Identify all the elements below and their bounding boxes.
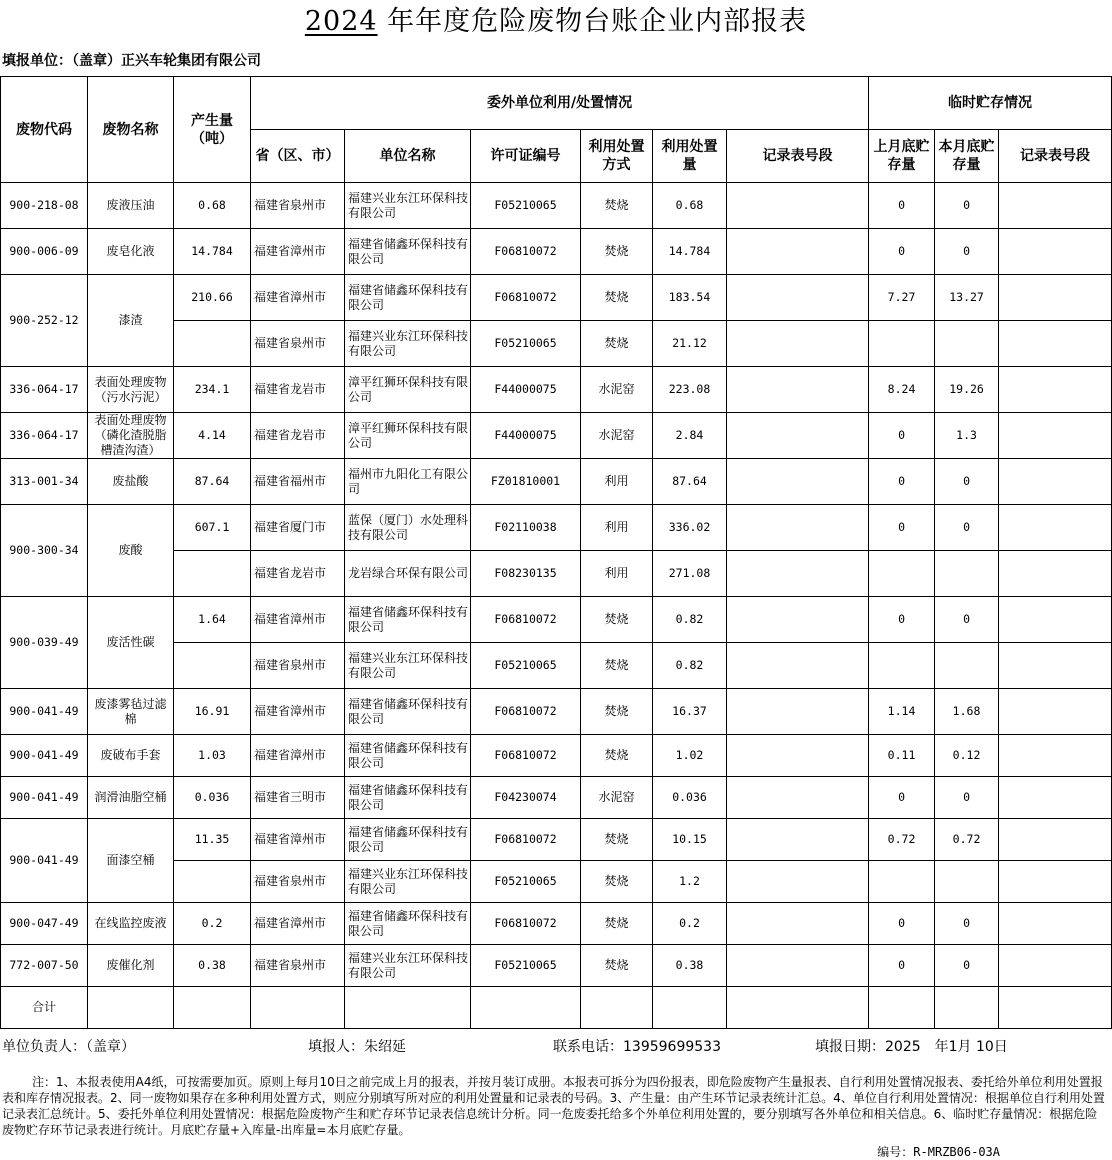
province-cell: 福建省龙岩市 [251,367,345,413]
record-cell [727,229,869,275]
footer-date: 填报日期：2025 年1月 10日 [815,1039,1008,1055]
method-cell: 焚烧 [581,275,653,321]
disposed-cell: 183.54 [653,275,727,321]
method-cell: 焚烧 [581,903,653,945]
storage-record-cell [999,643,1112,689]
filler-unit: 填报单位：（盖章）正兴车轮集团有限公司 [2,53,261,69]
record-cell [727,903,869,945]
record-cell [727,945,869,987]
license-cell: F06810072 [471,689,581,735]
unit-name-cell: 漳平红狮环保科技有限公司 [345,367,471,413]
waste-code-cell: 900-252-12 [1,275,88,367]
license-cell: F05210065 [471,643,581,689]
waste-code-cell: 900-047-49 [1,903,88,945]
waste-name-cell: 面漆空桶 [88,819,174,903]
this-month-storage-cell [935,321,999,367]
last-month-storage-cell: 0 [869,183,935,229]
last-month-storage-cell: 0 [869,229,935,275]
method-cell: 焚烧 [581,229,653,275]
unit-name-cell: 福建省储鑫环保科技有限公司 [345,275,471,321]
disposed-cell: 336.02 [653,505,727,551]
storage-record-cell [999,551,1112,597]
province-cell: 福建省三明市 [251,777,345,819]
method-cell: 焚烧 [581,861,653,903]
license-cell: F06810072 [471,275,581,321]
header-name: 废物名称 [88,77,174,183]
this-month-storage-cell: 0 [935,505,999,551]
amount-cell: 0.38 [174,945,251,987]
waste-code-cell: 900-041-49 [1,819,88,903]
header-this-month: 本月底贮存量 [935,130,999,183]
province-cell: 福建省龙岩市 [251,551,345,597]
record-cell [727,321,869,367]
last-month-storage-cell [869,643,935,689]
record-cell [727,551,869,597]
disposed-cell: 1.2 [653,861,727,903]
table-row [1,903,1112,945]
license-cell: F06810072 [471,819,581,861]
storage-record-cell [999,689,1112,735]
last-month-storage-cell: 0.72 [869,819,935,861]
disposed-cell: 0.68 [653,183,727,229]
last-month-storage-cell: 0 [869,945,935,987]
amount-cell: 210.66 [174,275,251,321]
table-row [1,777,1112,819]
storage-record-cell [999,183,1112,229]
disposed-cell: 10.15 [653,819,727,861]
last-month-storage-cell: 0 [869,459,935,505]
storage-record-cell [999,275,1112,321]
waste-name-cell: 废盐酸 [88,459,174,505]
last-month-storage-cell [869,551,935,597]
last-month-storage-cell [869,321,935,367]
method-cell: 焚烧 [581,321,653,367]
waste-name-cell: 废活性碳 [88,597,174,689]
unit-name-cell: 福建兴业东江环保科技有限公司 [345,643,471,689]
amount-cell: 1.64 [174,597,251,643]
header-disposed: 利用处置量 [653,130,727,183]
table-row [1,367,1112,413]
this-month-storage-cell: 0.12 [935,735,999,777]
record-cell [727,689,869,735]
province-cell: 福建省福州市 [251,459,345,505]
waste-name-cell: 废漆雾毡过滤棉 [88,689,174,735]
amount-cell: 607.1 [174,505,251,551]
this-month-storage-cell: 1.3 [935,413,999,459]
disposed-cell: 87.64 [653,459,727,505]
unit-name-cell: 福建省储鑫环保科技有限公司 [345,597,471,643]
storage-record-cell [999,229,1112,275]
storage-record-cell [999,459,1112,505]
unit-name-cell: 福州市九阳化工有限公司 [345,459,471,505]
waste-code-cell: 313-001-34 [1,459,88,505]
record-cell [727,777,869,819]
disposed-cell: 0.82 [653,643,727,689]
storage-record-cell [999,505,1112,551]
waste-code-cell: 900-041-49 [1,777,88,819]
province-cell: 福建省龙岩市 [251,413,345,459]
title-year: 2024 [304,6,378,37]
disposed-cell: 0.82 [653,597,727,643]
waste-code-cell: 900-006-09 [1,229,88,275]
method-cell: 焚烧 [581,735,653,777]
unit-name-cell: 福建兴业东江环保科技有限公司 [345,861,471,903]
total-cell [653,987,727,1029]
province-cell: 福建省泉州市 [251,183,345,229]
method-cell: 焚烧 [581,643,653,689]
disposed-cell: 16.37 [653,689,727,735]
unit-name-cell: 福建省储鑫环保科技有限公司 [345,903,471,945]
province-cell: 福建省漳州市 [251,597,345,643]
province-cell: 福建省漳州市 [251,689,345,735]
province-cell: 福建省泉州市 [251,861,345,903]
province-cell: 福建省泉州市 [251,321,345,367]
license-cell: FZ01810001 [471,459,581,505]
unit-name-cell: 漳平红狮环保科技有限公司 [345,413,471,459]
signature-footer [0,1036,1112,1058]
header-storage-group: 临时贮存情况 [869,77,1112,130]
license-cell: F05210065 [471,183,581,229]
header-outsource-group: 委外单位利用/处置情况 [251,77,869,130]
amount-cell: 87.64 [174,459,251,505]
unit-name-cell: 福建省储鑫环保科技有限公司 [345,777,471,819]
this-month-storage-cell: 13.27 [935,275,999,321]
total-label: 合计 [1,987,88,1029]
disposed-cell: 0.036 [653,777,727,819]
this-month-storage-cell [935,643,999,689]
last-month-storage-cell: 0 [869,505,935,551]
storage-record-cell [999,597,1112,643]
waste-code-cell: 900-041-49 [1,689,88,735]
record-cell [727,735,869,777]
amount-cell: 234.1 [174,367,251,413]
waste-code-cell: 900-300-34 [1,505,88,597]
method-cell: 水泥窑 [581,777,653,819]
unit-name-cell: 福建省储鑫环保科技有限公司 [345,735,471,777]
waste-name-cell: 废皂化液 [88,229,174,275]
header-record: 记录表号段 [727,130,869,183]
this-month-storage-cell: 0 [935,183,999,229]
footer-responsible: 单位负责人：（盖章） [2,1039,135,1055]
total-cell [88,987,174,1029]
header-unit: 单位名称 [345,130,471,183]
header-amount: 产生量（吨） [174,77,251,183]
total-cell [935,987,999,1029]
license-cell: F44000075 [471,413,581,459]
province-cell: 福建省漳州市 [251,903,345,945]
this-month-storage-cell: 0 [935,597,999,643]
header-province: 省（区、市） [251,130,345,183]
last-month-storage-cell: 0 [869,413,935,459]
method-cell: 焚烧 [581,597,653,643]
table-row [1,689,1112,735]
method-cell: 焚烧 [581,183,653,229]
record-cell [727,183,869,229]
unit-name-cell: 福建兴业东江环保科技有限公司 [345,321,471,367]
storage-record-cell [999,861,1112,903]
license-cell: F05210065 [471,861,581,903]
this-month-storage-cell: 19.26 [935,367,999,413]
record-cell [727,861,869,903]
storage-record-cell [999,903,1112,945]
amount-cell [174,321,251,367]
this-month-storage-cell: 0 [935,777,999,819]
total-row [1,987,1112,1029]
amount-cell [174,643,251,689]
header-method: 利用处置方式 [581,130,653,183]
notes: 注：1、本报表使用A4纸，可按需要加页。原则上每月10日之前完成上月的报表，并按月装订成册。本报表可拆分为四份报表，即危险废物产生量报表、自行利用处置情况报表、委托给外单位利用处置报表和库存情况报表。2、同一废物如果存在多种利用处置方式，则应分别填写所对应的利用处置量和记录表的号码。3、产生量：由产生环节记录表统计汇总。4、单位自行利用处置情况：根据单位自行利用处置记录表汇总统计。5、委托外单位利用处置情况：根据危险废物产生和贮存环节记录表信息统计分析。同一危废委托给多个外单位利用处置的，要分别填写各外单位和相关信息。6、临时贮存量情况：根据危险废物贮存环节记录表进行统计。月底贮存量+入库量-出库量=本月底贮存量。 [2,1075,1105,1137]
this-month-storage-cell: 0 [935,903,999,945]
amount-cell: 4.14 [174,413,251,459]
total-cell [345,987,471,1029]
unit-name-cell: 福建省储鑫环保科技有限公司 [345,689,471,735]
record-cell [727,597,869,643]
this-month-storage-cell: 0 [935,229,999,275]
record-cell [727,643,869,689]
province-cell: 福建省漳州市 [251,819,345,861]
last-month-storage-cell: 7.27 [869,275,935,321]
total-cell [999,987,1112,1029]
unit-name-cell: 蓝保（厦门）水处理科技有限公司 [345,505,471,551]
province-cell: 福建省厦门市 [251,505,345,551]
footer-filler: 填报人：朱绍延 [308,1039,406,1055]
method-cell: 利用 [581,505,653,551]
total-cell [251,987,345,1029]
amount-cell: 16.91 [174,689,251,735]
this-month-storage-cell [935,551,999,597]
waste-code-cell: 772-007-50 [1,945,88,987]
table-row [1,183,1112,229]
disposed-cell: 271.08 [653,551,727,597]
method-cell: 水泥窑 [581,413,653,459]
total-cell [174,987,251,1029]
disposed-cell: 14.784 [653,229,727,275]
disposed-cell: 0.2 [653,903,727,945]
waste-code-cell: 900-039-49 [1,597,88,689]
license-cell: F06810072 [471,735,581,777]
amount-cell: 14.784 [174,229,251,275]
disposed-cell: 1.02 [653,735,727,777]
table-row [1,819,1112,861]
last-month-storage-cell [869,861,935,903]
license-cell: F05210065 [471,321,581,367]
storage-record-cell [999,777,1112,819]
disposed-cell: 223.08 [653,367,727,413]
province-cell: 福建省漳州市 [251,735,345,777]
last-month-storage-cell: 0 [869,903,935,945]
unit-name-cell: 福建兴业东江环保科技有限公司 [345,183,471,229]
this-month-storage-cell: 0 [935,945,999,987]
unit-name-cell: 福建兴业东江环保科技有限公司 [345,945,471,987]
province-cell: 福建省漳州市 [251,229,345,275]
method-cell: 焚烧 [581,819,653,861]
table-row [1,945,1112,987]
this-month-storage-cell: 0.72 [935,819,999,861]
waste-name-cell: 漆渣 [88,275,174,367]
amount-cell: 0.036 [174,777,251,819]
table-row [1,597,1112,643]
total-cell [869,987,935,1029]
method-cell: 利用 [581,459,653,505]
storage-record-cell [999,735,1112,777]
disposed-cell: 2.84 [653,413,727,459]
unit-name-cell: 福建省储鑫环保科技有限公司 [345,819,471,861]
amount-cell: 1.03 [174,735,251,777]
footer-phone: 联系电话：13959699533 [553,1039,721,1055]
this-month-storage-cell: 1.68 [935,689,999,735]
waste-name-cell: 在线监控废液 [88,903,174,945]
record-cell [727,275,869,321]
amount-cell [174,861,251,903]
waste-name-cell: 废破布手套 [88,735,174,777]
waste-code-cell: 336-064-17 [1,413,88,459]
header-license: 许可证编号 [471,130,581,183]
table-row [1,459,1112,505]
storage-record-cell [999,819,1112,861]
record-cell [727,413,869,459]
license-cell: F08230135 [471,551,581,597]
header-storage-record: 记录表号段 [999,130,1112,183]
record-cell [727,367,869,413]
amount-cell: 11.35 [174,819,251,861]
storage-record-cell [999,945,1112,987]
method-cell: 利用 [581,551,653,597]
license-cell: F05210065 [471,945,581,987]
table-row [1,505,1112,551]
province-cell: 福建省泉州市 [251,643,345,689]
record-cell [727,819,869,861]
record-cell [727,459,869,505]
unit-name-cell: 福建省储鑫环保科技有限公司 [345,229,471,275]
waste-name-cell: 表面处理废物（磷化渣脱脂槽渣沟渣） [88,413,174,459]
storage-record-cell [999,413,1112,459]
table-row [1,735,1112,777]
disposed-cell: 21.12 [653,321,727,367]
waste-ledger-table [0,76,1112,1029]
waste-name-cell: 表面处理废物（污水污泥） [88,367,174,413]
unit-name-cell: 龙岩绿合环保有限公司 [345,551,471,597]
waste-name-cell: 废酸 [88,505,174,597]
method-cell: 焚烧 [581,945,653,987]
license-cell: F44000075 [471,367,581,413]
amount-cell: 0.68 [174,183,251,229]
waste-code-cell: 900-218-08 [1,183,88,229]
method-cell: 水泥窑 [581,367,653,413]
province-cell: 福建省漳州市 [251,275,345,321]
title-text: 年年度危险废物台账企业内部报表 [387,6,808,37]
last-month-storage-cell: 0.11 [869,735,935,777]
license-cell: F06810072 [471,229,581,275]
license-cell: F06810072 [471,597,581,643]
table-row [1,413,1112,459]
amount-cell [174,551,251,597]
record-cell [727,505,869,551]
waste-name-cell: 润滑油脂空桶 [88,777,174,819]
last-month-storage-cell: 1.14 [869,689,935,735]
last-month-storage-cell: 0 [869,597,935,643]
province-cell: 福建省泉州市 [251,945,345,987]
total-cell [581,987,653,1029]
waste-name-cell: 废液压油 [88,183,174,229]
total-cell [471,987,581,1029]
total-cell [727,987,869,1029]
last-month-storage-cell: 8.24 [869,367,935,413]
table-row [1,229,1112,275]
this-month-storage-cell [935,861,999,903]
this-month-storage-cell: 0 [935,459,999,505]
header-code: 废物代码 [1,77,88,183]
page-title [0,0,1112,44]
waste-code-cell: 900-041-49 [1,735,88,777]
header-last-month: 上月底贮存量 [869,130,935,183]
waste-code-cell: 336-064-17 [1,367,88,413]
document-code: 编号：R-MRZB06-03A [877,1145,1000,1159]
license-cell: F02110038 [471,505,581,551]
method-cell: 焚烧 [581,689,653,735]
amount-cell: 0.2 [174,903,251,945]
license-cell: F04230074 [471,777,581,819]
storage-record-cell [999,367,1112,413]
disposed-cell: 0.38 [653,945,727,987]
storage-record-cell [999,321,1112,367]
waste-name-cell: 废催化剂 [88,945,174,987]
table-row [1,275,1112,321]
license-cell: F06810072 [471,903,581,945]
last-month-storage-cell: 0 [869,777,935,819]
